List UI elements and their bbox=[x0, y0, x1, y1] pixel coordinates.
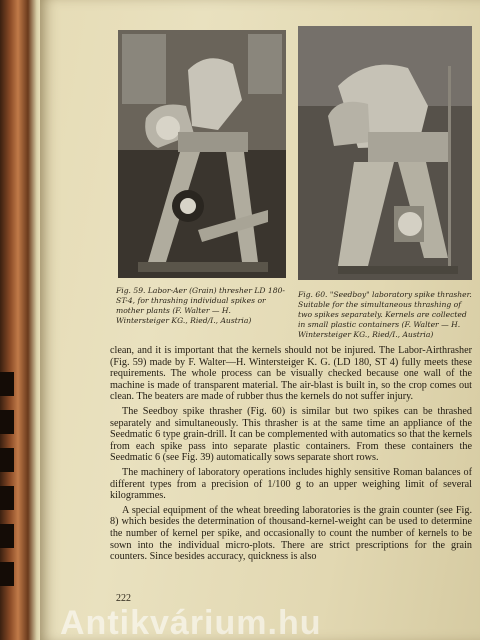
spine-stripe bbox=[0, 372, 14, 396]
figure-59-caption: Fig. 59. Labor-Aer (Grain) thresher LD 180-ST-4, for thrashing individual spikes or mother plants (F. Walter — H. Wintersteiger KG., Ried/I., Austria) bbox=[116, 286, 285, 325]
seedboy-thresher-image bbox=[298, 26, 472, 280]
spine-stripe bbox=[0, 448, 14, 472]
figure-60-caption: Fig. 60. "Seedboy" laboratory spike thrasher. Suitable for the simultaneous thrashing of two spikes separately. Kernels are collected in small plastic containers (F. Walter — H. Wintersteiger KG., Ried/I., Austria) bbox=[298, 290, 472, 339]
spine-stripe bbox=[0, 410, 14, 434]
figure-60-photo bbox=[298, 26, 472, 280]
spine-stripe bbox=[0, 486, 14, 510]
paragraph: The machinery of laboratory operations includes highly sensitive Roman balances of different types from a precision of 1/100 g to an upper weighing limit of several kilogrammes. bbox=[110, 466, 472, 502]
spine-stripe bbox=[0, 562, 14, 586]
thresher-machine-image bbox=[118, 30, 286, 278]
paragraph: The Seedboy spike thrasher (Fig. 60) is similar but two spikes can be thrashed separately and simultaneously. This thrasher is at the same time an appliance of the Seedmatic 6 type grain-drill. It can be complemented with automatics so that the kernels from each spike pass into separate plastic containers. From these containers the Seedmatic 6 (see Fig. 39) automatically sows separate short rows. bbox=[110, 405, 472, 464]
watermark: Antikvárium.hu bbox=[60, 604, 322, 640]
book-spine-edge bbox=[0, 0, 40, 640]
figure-59-photo bbox=[118, 30, 286, 278]
spine-stripe bbox=[0, 524, 14, 548]
body-text bbox=[110, 345, 472, 566]
page-number: 222 bbox=[116, 593, 131, 604]
paragraph: A special equipment of the wheat breeding laboratories is the grain counter (see Fig. 8) which besides the determination of thousand-kernel-weight can be used to determine the number of kernel per spike, and occasionally to count the number of kernels to be sown into the individual micro-plots. There are strict prescriptions for the grain counters. Since besides accuracy, quickness is also bbox=[110, 504, 472, 563]
paragraph: clean, and it is important that the kernels should not be injured. The Labor-Airthrasher (Fig. 59) made by F. Walter—H. Wintersteiger K. G. (LD 180, ST 4) fully meets these requirements. The whole process can be visually checked because one wall of the machine is made of transparent material. The air-blast is built in, so the crop comes out clean. The beaters are made of rubber thus the kernels do not suffer injury. bbox=[110, 345, 472, 403]
